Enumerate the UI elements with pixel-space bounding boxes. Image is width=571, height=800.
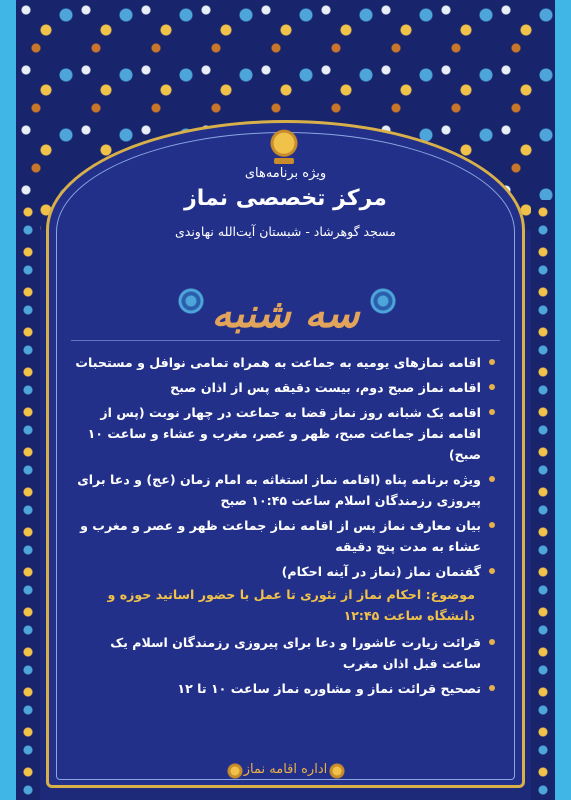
program-list (74, 352, 495, 703)
list-item: اقامه نمازهای یومیه به جماعت به همراه تمامی نوافل و مستحبات (74, 352, 495, 373)
poster (16, 0, 555, 800)
poster-subtitle: ویژه برنامه‌های (244, 166, 327, 181)
list-item: ویژه برنامه پناه (اقامه نماز استغاثه به امام زمان (عج) و دعا برای پیروزی رزمندگان اسلام ساعت ۱۰:۴۵ صبح (74, 469, 495, 511)
bullet-icon (489, 384, 495, 390)
bullet-icon (489, 568, 495, 574)
poster-title: مرکز تخصصی نماز (184, 186, 387, 211)
floral-motif-icon (368, 286, 398, 316)
divider (71, 340, 500, 341)
organization-logo-icon (266, 128, 302, 166)
footer-ornament-icon (328, 762, 346, 780)
list-item: تصحیح قرائت نماز و مشاوره نماز ساعت ۱۰ تا ۱۲ (74, 678, 495, 699)
list-item: گفتمان نماز (نماز در آینه احکام) (74, 561, 495, 582)
bullet-icon (489, 522, 495, 528)
bullet-icon (489, 409, 495, 415)
bullet-icon (489, 685, 495, 691)
list-item: اقامه نماز صبح دوم، بیست دقیقه پس از اذان صبح (74, 377, 495, 398)
list-item: قرائت زیارت عاشورا و دعا برای پیروزی رزمندگان اسلام یک ساعت قبل اذان مغرب (74, 632, 495, 674)
footer-organization: اداره اقامه نماز (243, 762, 328, 777)
bullet-icon (489, 359, 495, 365)
bullet-icon (489, 476, 495, 482)
poster-location: مسجد گوهرشاد - شبستان آیت‌الله نهاوندی (174, 224, 396, 239)
discussion-topic: موضوع: احکام نماز از تئوری تا عمل با حضور اساتید حوزه و دانشگاه ساعت ۱۲:۴۵ (107, 587, 475, 623)
list-item: بیان معارف نماز پس از اقامه نماز جماعت ظهر و عصر و مغرب و عشاء به مدت پنج دقیقه (74, 515, 495, 557)
bullet-icon (489, 639, 495, 645)
day-heading: سه شنبه (211, 290, 360, 337)
list-item: اقامه یک شبانه روز نماز قضا به جماعت در چهار نوبت (پس از اقامه نماز جماعت صبح، ظهر و عصر، مغرب و عشاء و ساعت ۱۰ صبح) (74, 402, 495, 465)
